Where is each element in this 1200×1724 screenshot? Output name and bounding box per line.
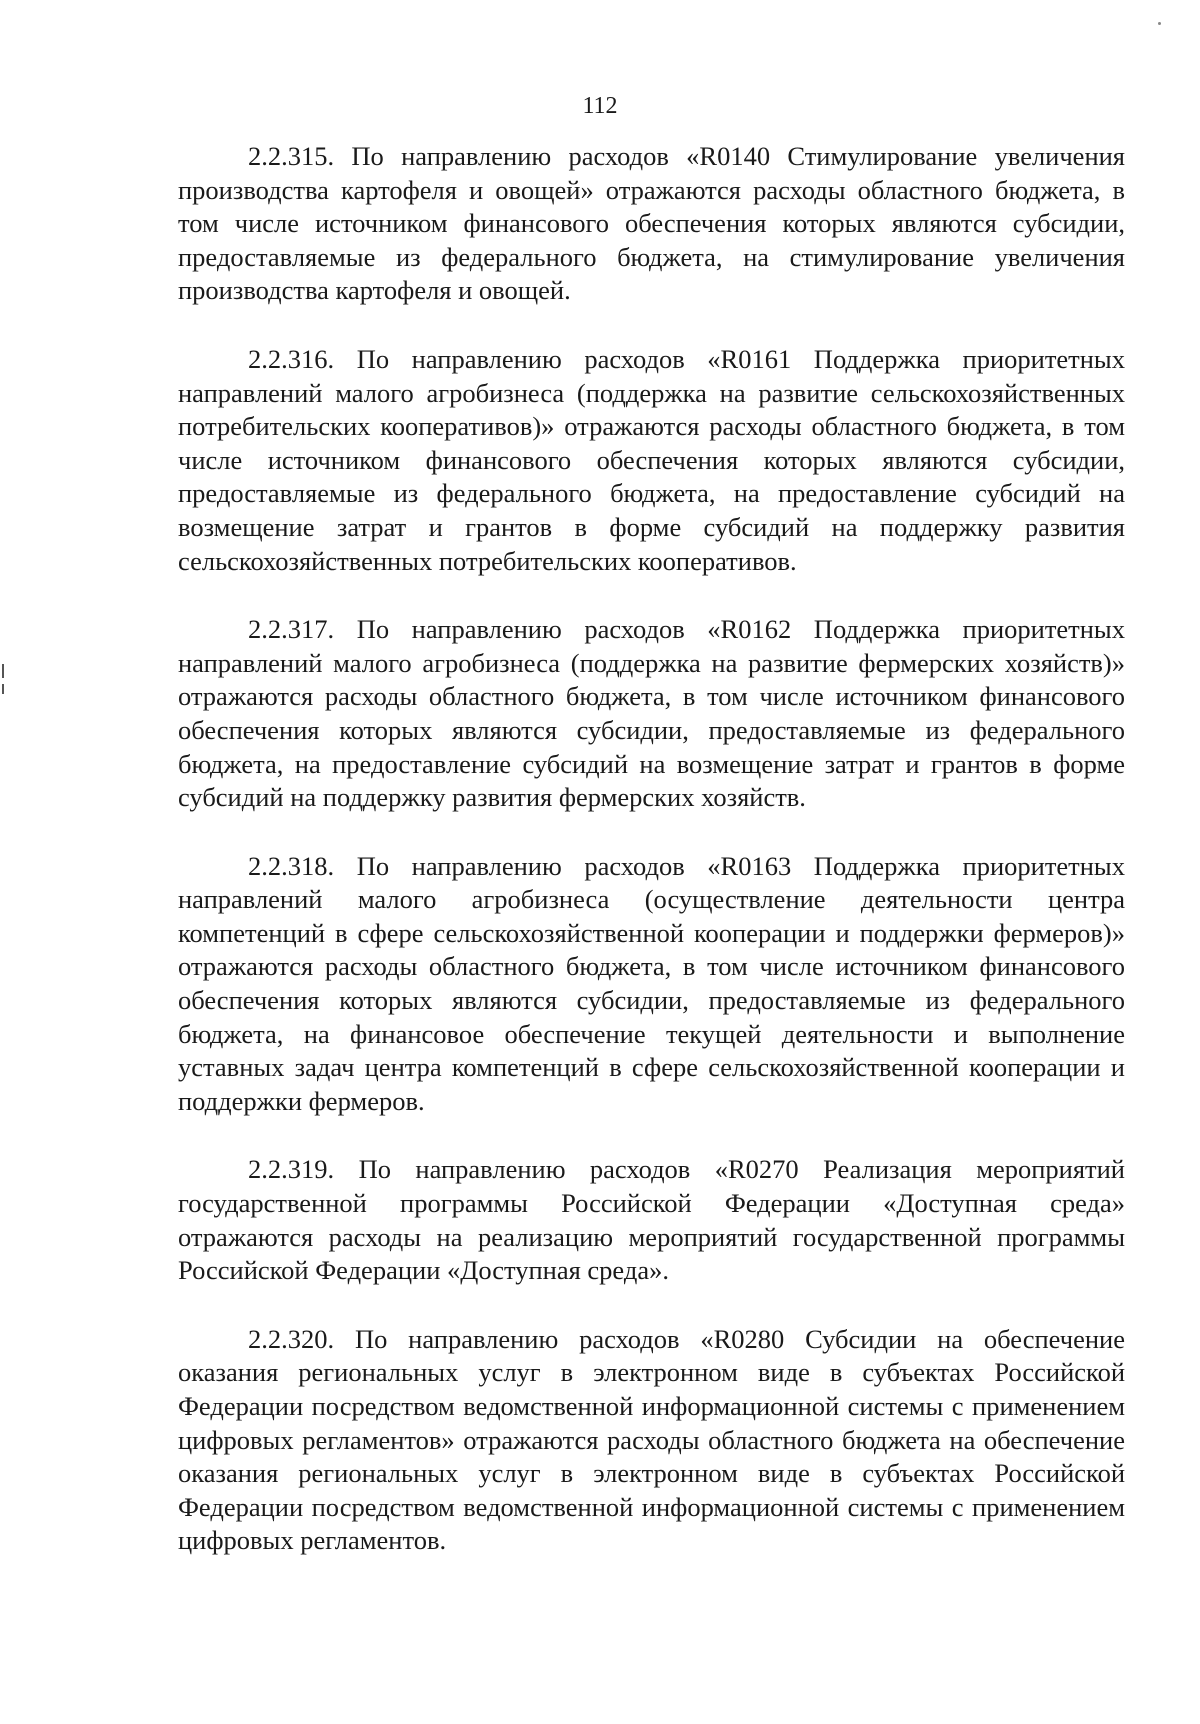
paragraph-2-2-320: 2.2.320. По направлению расходов «R0280 Субсидии на обеспечение оказания региональных услуг в электронном виде в субъектах Российской Федерации посредством ведомственной информационной системы с применением цифровых регламентов» отражаются расходы областного бюджета на обеспечение оказания региональных услуг в электронном виде в субъектах Российской Федерации посредством ведомственной информационной системы с применением цифровых регламентов.	[178, 1323, 1125, 1556]
page-number: 112	[582, 93, 618, 119]
paragraph-2-2-319: 2.2.319. По направлению расходов «R0270 Реализация мероприятий государственной программы Российской Федерации «Доступная среда» отражаются расходы на реализацию мероприятий государственной программы Российской Федерации «Доступная среда».	[178, 1154, 1125, 1286]
paragraph-2-2-317: 2.2.317. По направлению расходов «R0162 Поддержка приоритетных направлений малого агробизнеса (поддержка на развитие фермерских хозяйств)» отражаются расходы областного бюджета, в том числе источником финансового обеспечения которых являются субсидии, предоставляемые из федерального бюджета, на предоставление субсидий на возмещение затрат и грантов в форме субсидий на поддержку развития фермерских хозяйств.	[178, 614, 1125, 813]
document-body	[178, 140, 1125, 1593]
paragraph-2-2-316: 2.2.316. По направлению расходов «R0161 Поддержка приоритетных направлений малого агробизнеса (поддержка на развитие сельскохозяйственных потребительских кооперативов)» отражаются расходы областного бюджета, в том числе источником финансового обеспечения которых являются субсидии, предоставляемые из федерального бюджета, на предоставление субсидий на возмещение затрат и грантов в форме субсидий на поддержку развития сельскохозяйственных потребительских кооперативов.	[178, 343, 1125, 576]
paragraph-2-2-315: 2.2.315. По направлению расходов «R0140 Стимулирование увеличения производства картофеля и овощей» отражаются расходы областного бюджета, в том числе источником финансового обеспечения которых являются субсидии, предоставляемые из федерального бюджета, на стимулирование увеличения производства картофеля и овощей.	[178, 141, 1125, 306]
scan-speck	[1158, 22, 1161, 25]
paragraph-2-2-318: 2.2.318. По направлению расходов «R0163 Поддержка приоритетных направлений малого агробизнеса (осуществление деятельности центра компетенций в сфере сельскохозяйственной кооперации и поддержки фермеров)» отражаются расходы областного бюджета, в том числе источником финансового обеспечения которых являются субсидии, предоставляемые из федерального бюджета, на финансовое обеспечение текущей деятельности и выполнение уставных задач центра компетенций в сфере сельскохозяйственной кооперации и поддержки фермеров.	[178, 850, 1125, 1116]
margin-tick	[2, 684, 4, 694]
margin-tick	[2, 664, 4, 678]
